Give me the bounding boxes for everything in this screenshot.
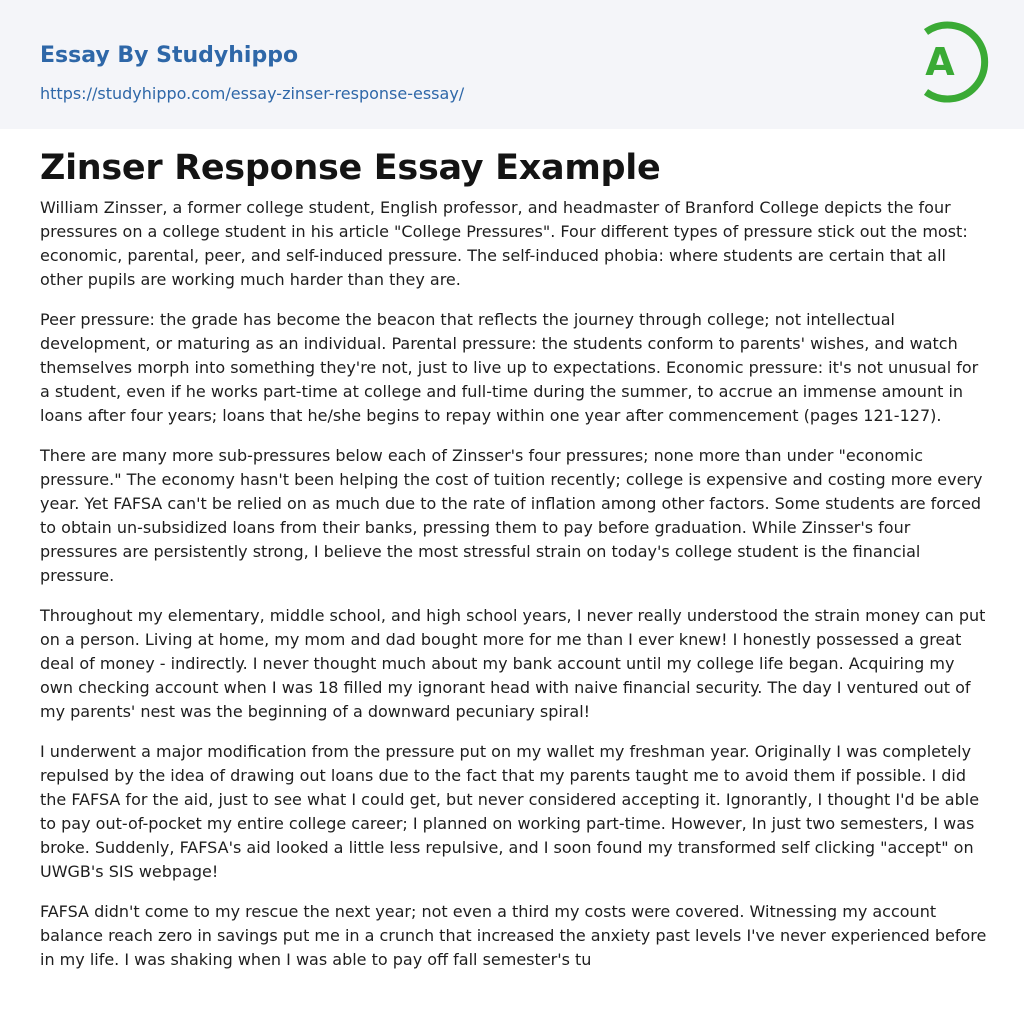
page-url-link[interactable]: https://studyhippo.com/essay-zinser-response-essay/ <box>40 84 465 103</box>
paragraph: Throughout my elementary, middle school, and high school years, I never really understood the strain money can put on a person. Living at home, my mom and dad bought more for me than I ever knew! I honestly possessed a great deal of money - indirectly. I never thought much about my bank account until my college life began. Acquiring my own checking account when I was 18 filled my ignorant head with naive financial security. The day I ventured out of my parents' nest was the beginning of a downward pecuniary spiral! <box>40 606 986 721</box>
paragraph: I underwent a major modification from the pressure put on my wallet my freshman year. Originally I was completely repulsed by the idea of drawing out loans due to the fact that my parents taught me to avoid them if possible. I did the FAFSA for the aid, just to see what I could get, but never considered accepting it. Ignorantly, I thought I'd be able to pay out-of-pocket my entire college career; I planned on working part-time. However, In just two semesters, I was broke. Suddenly, FAFSA's aid looked a little less repulsive, and I soon found my transformed self clicking "accept" on UWGB's SIS webpage! <box>40 742 980 881</box>
paragraph: There are many more sub-pressures below each of Zinsser's four pressures; none more than under "economic pressure." The economy hasn't been helping the cost of tuition recently; college is expensive and costing more every year. Yet FAFSA can't be relied on as much due to the rate of inflation among other factors. Some students are forced to obtain un-subsidized loans from their banks, pressing them to pay before graduation. While Zinsser's four pressures are persistently strong, I believe the most stressful strain on today's college student is the financial pressure. <box>40 446 983 585</box>
paragraph: Peer pressure: the grade has become the beacon that reflects the journey through college; not intellectual development, or maturing as an individual. Parental pressure: the students conform to parents' wishes, and watch themselves morph into something they're not, just to live up to expectations. Economic pressure: it's not unusual for a student, even if he works part-time at college and full-time during the summer, to accrue an immense amount in loans after four years; loans that he/she begins to repay within one year after commencement (pages 121-127). <box>40 310 979 425</box>
paragraph: William Zinsser, a former college student, English professor, and headmaster of Branford College depicts the four pressures on a college student in his article "College Pressures". Four different types of pressure stick out the most: economic, parental, peer, and self-induced pressure. The self-induced phobia: where students are certain that all other pupils are working much harder than they are. <box>40 198 968 289</box>
studyhippo-logo-icon[interactable] <box>910 17 990 107</box>
article-title: Zinser Response Essay Example <box>40 148 661 188</box>
article-body <box>40 196 990 972</box>
article <box>40 140 990 988</box>
paragraph: FAFSA didn't come to my rescue the next year; not even a third my costs were covered. Witnessing my account balance reach zero in savings put me in a crunch that increased the anxiety past levels I've never experienced before in my life. I was shaking when I was able to pay off fall semester's tu <box>40 902 987 969</box>
logo-letter: A <box>925 40 955 84</box>
site-header <box>0 0 1024 129</box>
site-brand[interactable]: Essay By Studyhippo <box>40 43 299 68</box>
